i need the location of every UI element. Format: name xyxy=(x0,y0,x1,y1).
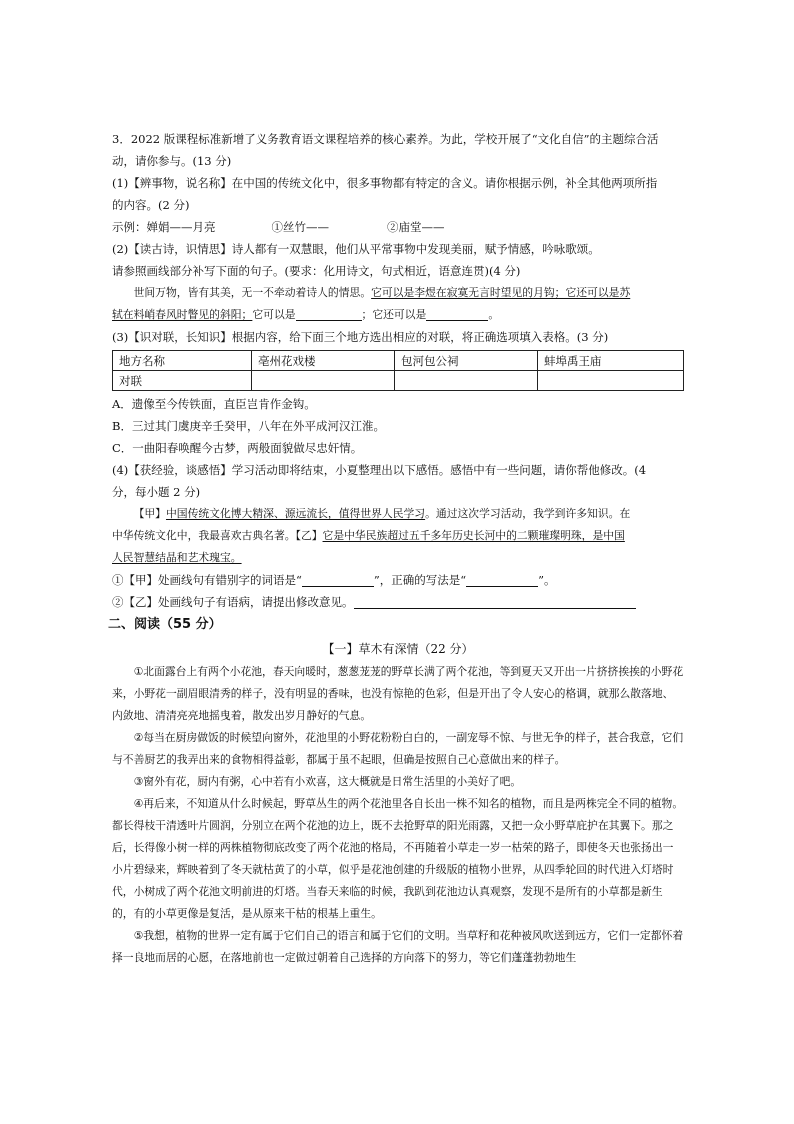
reading-subtitle: 【一】草木有深情（22 分） xyxy=(322,642,474,656)
q3-part1-line1: (1)【辨事物，说名称】在中国的传统文化中，很多事物都有特定的含义。请你根据示例，补全其他两项所指 xyxy=(112,176,658,190)
revision-blank[interactable] xyxy=(354,594,636,609)
option-a: A．遗像至今传铁面，直臣岂肯作金钩。 xyxy=(112,397,316,411)
q3-part2-passage-line1: 世间万物，皆有其美，无一不牵动着诗人的情思。它可以是李煜在寂寞无言时望见的月钩；它还可以是苏 xyxy=(133,286,631,299)
q3-part4-line1: (4)【获经验，谈感悟】学习活动即将结束，小夏整理出以下感悟。感悟中有一些问题，请你帮他修改。(4 xyxy=(112,463,647,477)
q3-part4-passage-line3: 人民智慧结晶和艺术瑰宝。 xyxy=(112,551,242,564)
section-title: 二、阅读（55 分） xyxy=(108,617,222,632)
page-content xyxy=(108,128,684,969)
jia-underline: 中国传统文化博大精深、源远流长，值得世界人民学习 xyxy=(165,507,426,520)
answer-cell-3[interactable] xyxy=(538,371,684,391)
q3-part1-example-row xyxy=(112,216,684,238)
yi-underline: 它是中华民族超过五千多年历史长河中的二颗璀璨明珠，是中国 xyxy=(322,529,625,542)
table-row xyxy=(113,351,684,371)
reading-paragraph-1: ①北面露台上有两个小花池，春天向暖时，葱葱茏茏的野草长满了两个花池，等到夏天又开出一片挤挤挨挨的小野花来，小野花一副眉眼清秀的样子，没有明显的香味，也没有惊艳的色彩，但是开出了令人安心的格调，就那么散落地、内敛地、清清亮亮地摇曳着，散发出岁月静好的气息。 xyxy=(112,665,684,722)
correct-word-blank[interactable] xyxy=(466,572,538,587)
q3-part4-line2: 分，每小题 2 分) xyxy=(112,485,201,499)
typo-word-blank[interactable] xyxy=(302,572,374,587)
table-place-1: 亳州花戏楼 xyxy=(252,351,395,371)
table-row-label: 对联 xyxy=(113,371,252,391)
reading-paragraph-2: ②每当在厨房做饭的时候望向窗外，花池里的小野花粉粉白白的，一副宠辱不惊、与世无争的样子，甚合我意，它们与不善厨艺的我弄出来的食物相得益彰，都属于虽不起眼，但确是按照自己心意做出来的样子。 xyxy=(112,731,684,766)
table-row xyxy=(113,371,684,391)
option-b: B．三过其门虞庚辛壬癸甲，八年在外平成河汉江淮。 xyxy=(112,419,385,433)
option-c: C．一曲阳春唤醒今古梦，两般面貌做尽忠奸情。 xyxy=(112,441,363,455)
q3-part1-item1: ①丝竹—— xyxy=(271,220,329,234)
q3-part2-model-underline: 它可以是李煜在寂寞无言时望见的月钩；它还可以是苏 xyxy=(371,286,631,299)
answer-cell-1[interactable] xyxy=(252,371,395,391)
table-place-2: 包河包公祠 xyxy=(395,351,538,371)
q3-part2-line1: (2)【读古诗，识情思】诗人都有一双慧眼，他们从平常事物中发现美丽，赋予情感，吟咏歌颂。 xyxy=(112,242,600,256)
q3-stem-line1: 3．2022 版课程标准新增了义务教育语文课程培养的核心素养。为此，学校开展了“文化自信”的主题综合活 xyxy=(112,132,659,146)
reading-paragraph-4: ④再后来，不知道从什么时候起，野草丛生的两个花池里各自长出一株不知名的植物，而且是两株完全不同的植物。都长得枝干清透叶片圆润，分别立在两个花池的边上，既不去抢野草的阳光雨露，又把一众小野草庇护在其翼下。那之后，长得像小树一样的两株植物彻底改变了两个花池的格局，不再随着小草走一岁一枯荣的路子，即使冬天也张扬出一小片碧绿来，辉映着到了冬天就枯黄了的小草，似乎是花池创建的升级版的植物小世界，从四季轮回的时代进入灯塔时代，小树成了两个花池文明前进的灯塔。当春天来临的时候，我趴到花池边认真观察，发现不是所有的小草都是新生的，有的小草更像是复活，是从原来干枯的根基上重生。 xyxy=(112,797,684,920)
q3-part1-line2: 的内容。(2 分) xyxy=(112,198,190,212)
q3-part2-line2: 请参照画线部分补写下面的句子。(要求：化用诗文，句式相近，语意连贯)(4 分) xyxy=(112,264,521,278)
q3-part4-question1: ①【甲】处画线句有错别字的词语是“ ”，正确的写法是“ ”。 xyxy=(112,573,556,587)
q3-part1-example: 示例：婵娟——月亮 xyxy=(112,220,216,234)
table-header-label: 地方名称 xyxy=(113,351,252,371)
table-place-3: 蚌埠禹王庙 xyxy=(538,351,684,371)
couplet-table xyxy=(112,350,684,391)
answer-cell-2[interactable] xyxy=(395,371,538,391)
q3-part2-blank2[interactable] xyxy=(426,306,488,321)
q3-part4-passage-line2: 中华传统文化中，我最喜欢古典名著。【乙】它是中华民族超过五千多年历史长河中的二颗璀璨明珠，是中国 xyxy=(112,529,625,542)
q3-part3-line1: (3)【识对联，长知识】根据内容，给下面三个地方选出相应的对联，将正确选项填入表格。(3 分) xyxy=(112,330,609,344)
q3-part2-passage-line2: 轼在料峭春风时瞥见的斜阳；它可以是 ；它还可以是 。 xyxy=(112,308,500,321)
q3-part4-question2: ②【乙】处画线句子有语病，请提出修改意见。 xyxy=(112,591,684,613)
q3-part2-blank1[interactable] xyxy=(296,306,362,321)
reading-paragraph-3: ③窗外有花，厨内有粥，心中若有小欢喜，这大概就是日常生活里的小美好了吧。 xyxy=(133,775,522,788)
q3-stem-line2: 动，请你参与。(13 分) xyxy=(112,154,232,168)
q3-part4-passage-line1: 【甲】中国传统文化博大精深、源远流长，值得世界人民学习。通过这次学习活动，我学到许多知识。在 xyxy=(133,507,631,520)
q3-part1-item2: ②庙堂—— xyxy=(387,220,445,234)
reading-paragraph-5: ⑤我想，植物的世界一定有属于它们自己的语言和属于它们的文明。当草籽和花种被风吹送到远方，它们一定都怀着择一良地而居的心愿，在落地前也一定做过朝着自己选择的方向落下的努力，等它们蓬蓬勃勃地生 xyxy=(112,929,684,964)
